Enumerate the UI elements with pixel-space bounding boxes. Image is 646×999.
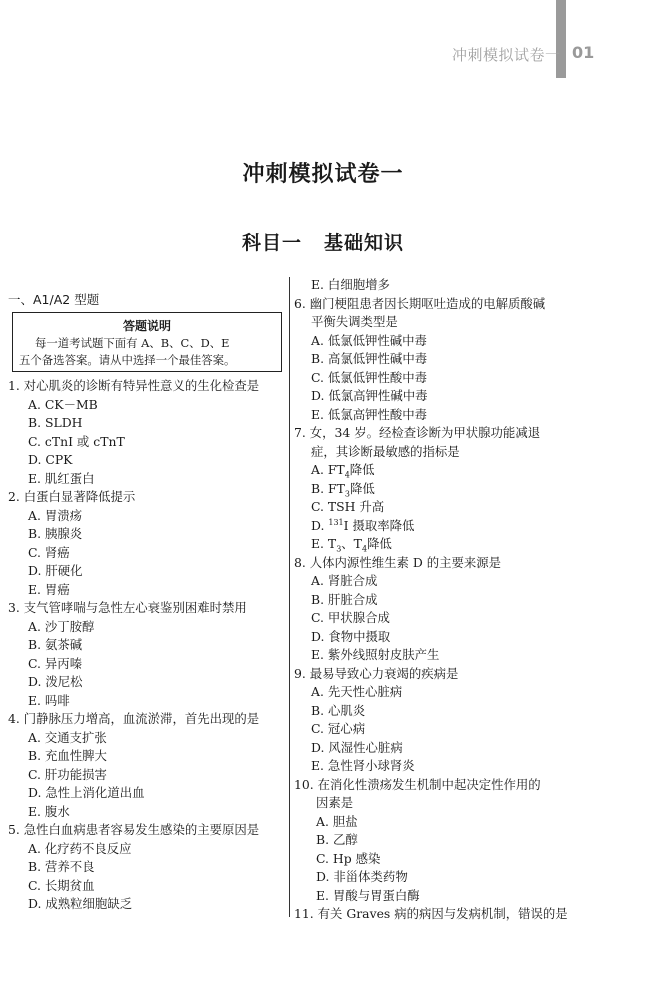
answer-option[interactable]: B. 心肌炎	[311, 702, 366, 718]
question-stem: 9. 最易导致心力衰竭的疾病是	[294, 665, 459, 681]
section-title: 一、A1/A2 型题	[8, 292, 100, 307]
answer-option[interactable]: C. 异丙嗪	[28, 655, 83, 671]
answer-option[interactable]: D. 急性上消化道出血	[28, 785, 145, 800]
answer-option[interactable]: A. CK－MB	[28, 396, 98, 412]
header-accent-bar	[556, 0, 566, 78]
answer-option[interactable]: E. 肌红蛋白	[28, 470, 95, 486]
column-divider	[289, 277, 290, 917]
running-header-title: 冲刺模拟试卷一	[452, 46, 561, 64]
answer-option[interactable]: B. SLDH	[28, 415, 83, 430]
answer-option[interactable]: A. 交通支扩张	[28, 729, 107, 745]
subject-name: 基础知识	[324, 232, 405, 254]
answer-option[interactable]: A. $FT_4$降低	[311, 462, 375, 480]
answer-option[interactable]: E. 急性肾小球肾炎	[311, 758, 415, 773]
question-11	[294, 905, 584, 924]
question-stem-continued: 症，其诊断最敏感的指标是	[311, 443, 460, 459]
question-1	[8, 377, 280, 488]
question-stem: 8. 人体内源性维生素 D 的主要来源是	[294, 554, 502, 570]
answer-option[interactable]: C. 低氯低钾性酸中毒	[311, 369, 428, 385]
question-stem: 4. 门静脉压力增高，血流淤滞，首先出现的是	[8, 711, 260, 726]
question-stem-continued: 平衡失调类型是	[311, 314, 398, 329]
answer-option[interactable]: A. 低氯低钾性碱中毒	[311, 332, 427, 348]
page-number: 01	[572, 43, 595, 62]
answer-option[interactable]: D. 低氯高钾性碱中毒	[311, 388, 428, 403]
left-column	[8, 276, 280, 914]
subject-label: 科目一	[241, 232, 302, 254]
instructions-title: 答题说明	[122, 319, 171, 333]
answer-option[interactable]: C. 长期贫血	[28, 877, 95, 893]
answer-option[interactable]: D. 非甾体类药物	[316, 869, 408, 884]
answer-option[interactable]: E. 腹水	[28, 803, 70, 819]
exam-title: 冲刺模拟试卷一	[242, 162, 404, 187]
right-column	[294, 276, 584, 924]
answer-option[interactable]: E. 胃癌	[28, 581, 70, 597]
question-stem: 11. 有关 Graves 病的病因与发病机制，错误的是	[294, 906, 568, 921]
answer-option[interactable]: A. 先天性心脏病	[311, 684, 403, 699]
answer-option[interactable]: D. 成熟粒细胞缺乏	[28, 896, 133, 911]
answer-option[interactable]: C. TSH 升高	[311, 499, 385, 514]
question-2	[8, 488, 280, 599]
question-stem-continued: 因素是	[316, 795, 354, 810]
answer-option[interactable]: B. 乙醇	[316, 832, 358, 847]
instructions-line: 每一道考试题下面有 A、B、C、D、E	[35, 336, 230, 350]
answer-option[interactable]: C. cTnI 或 cTnT	[28, 433, 125, 449]
answer-option[interactable]: B. 肝脏合成	[311, 591, 378, 607]
answer-option[interactable]: D. 肝硬化	[28, 563, 83, 578]
answer-option[interactable]: E. 低氯高钾性酸中毒	[311, 406, 428, 422]
answer-option[interactable]: B. 高氯低钾性碱中毒	[311, 351, 428, 366]
question-stem: 5. 急性白血病患者容易发生感染的主要原因是	[8, 822, 260, 837]
answer-option[interactable]: C. 甲状腺合成	[311, 610, 390, 625]
question-9	[294, 665, 584, 776]
answer-option[interactable]: D. 风湿性心脏病	[311, 739, 403, 755]
answer-option[interactable]: B. $FT_3$降低	[311, 480, 375, 498]
answer-option[interactable]: E. 紫外线照射皮肤产生	[311, 647, 440, 662]
answer-option[interactable]: A. 胆盐	[316, 813, 358, 829]
answer-option[interactable]: C. Hp 感染	[316, 850, 381, 866]
subject-title	[0, 228, 646, 255]
answer-option[interactable]: E. 胃酸与胃蛋白酶	[316, 887, 420, 903]
answer-option[interactable]: E. $T_3$、$T_4$降低	[311, 536, 392, 554]
instructions-box	[12, 312, 282, 372]
instructions-line: 五个备选答案。请从中选择一个最佳答案。	[19, 353, 236, 367]
answer-option[interactable]: D. $^{131}$I 摄取率降低	[311, 517, 415, 533]
answer-option[interactable]: D. 泼尼松	[28, 674, 83, 689]
answer-option[interactable]: D. 食物中摄取	[311, 628, 391, 644]
answer-option[interactable]: C. 冠心病	[311, 721, 366, 736]
answer-option[interactable]: A. 沙丁胺醇	[28, 618, 95, 634]
answer-option[interactable]: B. 营养不良	[28, 859, 95, 874]
question-stem: 6. 幽门梗阻患者因长期呕吐造成的电解质酸碱	[294, 295, 546, 311]
answer-option[interactable]: A. 肾脏合成	[311, 573, 378, 588]
question-6	[294, 295, 584, 425]
question-stem: 7. 女，34 岁。经检查诊断为甲状腺功能减退	[294, 425, 541, 440]
answer-option[interactable]: A. 化疗药不良反应	[28, 840, 132, 856]
question-4	[8, 710, 280, 821]
answer-option[interactable]: E. 白细胞增多	[311, 277, 390, 292]
answer-option[interactable]: E. 吗啡	[28, 692, 70, 708]
answer-option[interactable]: C. 肾癌	[28, 544, 70, 560]
question-stem: 3. 支气管哮喘与急性左心衰鉴别困难时禁用	[8, 600, 247, 615]
question-10	[294, 776, 584, 906]
question-5	[8, 821, 280, 914]
question-stem: 10. 在消化性溃疡发生机制中起决定性作用的	[294, 776, 541, 792]
answer-option[interactable]: B. 胰腺炎	[28, 526, 83, 541]
question-7	[294, 424, 584, 554]
answer-option[interactable]: B. 氨茶碱	[28, 637, 83, 652]
question-3	[8, 599, 280, 710]
answer-option[interactable]: D. CPK	[28, 452, 73, 467]
question-stem: 2. 白蛋白显著降低提示	[8, 489, 136, 504]
answer-option[interactable]: A. 胃溃疡	[28, 507, 82, 523]
answer-option[interactable]: B. 充血性脾大	[28, 748, 107, 763]
question-stem: 1. 对心肌炎的诊断有特异性意义的生化检查是	[8, 378, 260, 393]
answer-option[interactable]: C. 肝功能损害	[28, 766, 107, 782]
question-8	[294, 554, 584, 665]
